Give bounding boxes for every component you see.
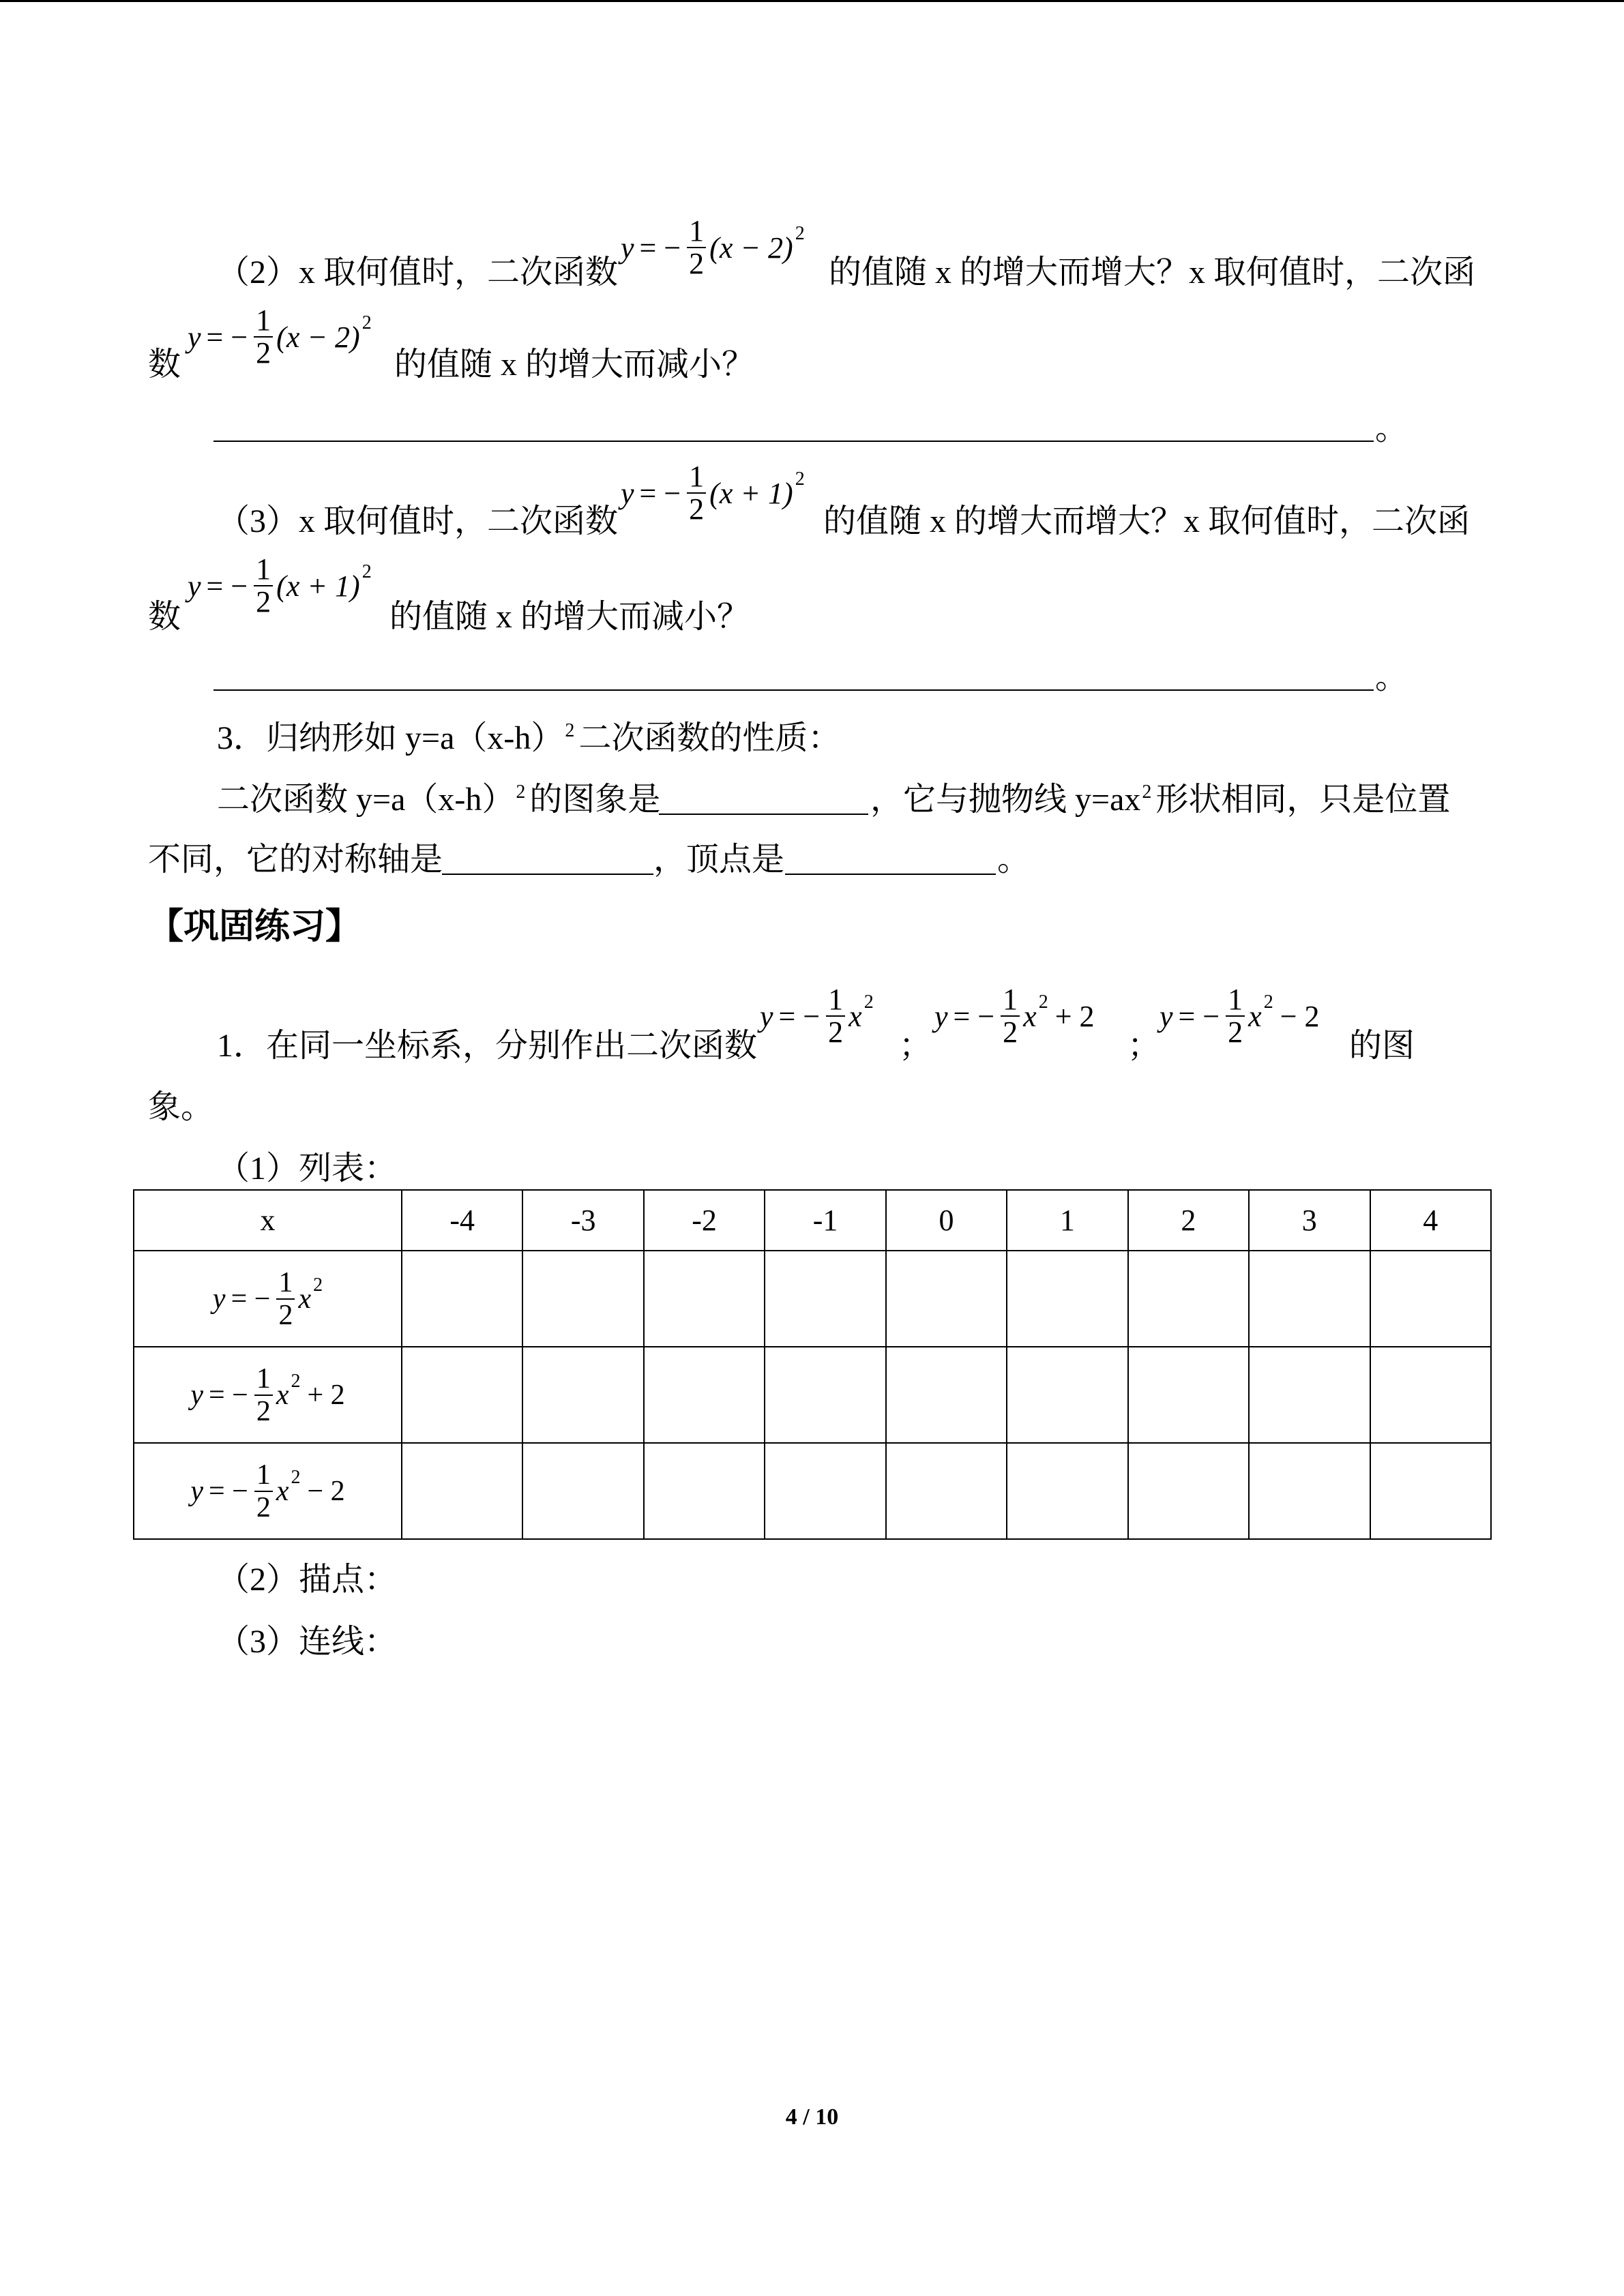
formula-body: (x − 2)	[709, 230, 793, 265]
table-header-x: x	[134, 1190, 402, 1251]
formula-op: = −	[206, 569, 248, 603]
page-number: 4 / 10	[785, 2104, 839, 2130]
practice-step1: （1）列表：	[217, 1150, 398, 1187]
summary-line2-mid: ，顶点是	[653, 841, 785, 878]
formula-op: = −	[639, 230, 681, 265]
formula-body: x	[276, 1475, 289, 1507]
table-cell-empty	[644, 1443, 765, 1539]
table-header-row	[134, 1190, 1491, 1251]
table-cell-empty	[402, 1347, 522, 1443]
practice-step3: （3）连线：	[217, 1624, 398, 1660]
formula-body: (x − 2)	[276, 320, 360, 354]
formula-fraction	[824, 984, 847, 1048]
formula-tail: + 2	[1054, 999, 1095, 1033]
practice-separator-1: ；	[899, 1028, 932, 1064]
q2-line2-prefix: 数	[148, 346, 181, 383]
formula-var: y	[621, 230, 634, 265]
formula-op: = −	[208, 1475, 248, 1507]
fraction-denominator: 2	[256, 1491, 271, 1523]
summary-line2-end: 。	[997, 841, 1031, 878]
fraction-denominator: 2	[278, 1299, 293, 1331]
summary-line1-sup2: 2	[1142, 781, 1152, 803]
formula-body: x	[1248, 999, 1262, 1033]
formula-var: y	[188, 569, 201, 603]
fraction-numerator: 1	[254, 305, 273, 338]
practice-q1-suffix: 的图	[1349, 1028, 1415, 1064]
summary-heading-after: 二次函数的性质：	[578, 720, 841, 756]
q2-line1-suffix: 的值随 x 的增大而增大？x 取何值时，二次函	[829, 254, 1476, 290]
q3-line1-prefix: （3）x 取何值时，二次函数	[217, 503, 619, 539]
table-cell-empty	[886, 1251, 1007, 1347]
summary-line1-after: ，它与抛物线 y=ax	[870, 781, 1141, 818]
table-cell-empty	[522, 1347, 643, 1443]
fraction-denominator: 2	[689, 247, 705, 280]
formula-op: = −	[639, 476, 681, 510]
table-header-value: 3	[1249, 1190, 1370, 1251]
formula-fraction	[685, 461, 708, 525]
formula-var: y	[1160, 999, 1173, 1033]
q3-answer-end: 。	[1375, 659, 1408, 696]
q3-formula-line1	[621, 461, 805, 525]
formula-op: = −	[208, 1379, 248, 1411]
values-table	[133, 1189, 1492, 1540]
formula-exponent: 2	[1263, 992, 1273, 1013]
formula-var: y	[212, 1283, 226, 1315]
fraction-denominator: 2	[256, 585, 271, 618]
summary-heading-sup: 2	[565, 720, 575, 741]
practice-formula-3	[1160, 984, 1320, 1048]
summary-heading-before: 3．归纳形如 y=a（x-h）	[217, 720, 564, 756]
formula-body: (x + 1)	[276, 569, 360, 603]
summary-line2-start: 不同，它的对称轴是	[148, 841, 443, 878]
row-formula-1	[213, 1267, 323, 1331]
fraction-denominator: 2	[689, 492, 705, 526]
table-cell-empty	[1007, 1251, 1127, 1347]
q3-line2-suffix: 的值随 x 的增大而减小？	[389, 599, 750, 635]
formula-var: y	[760, 999, 773, 1033]
q2-answer-end: 。	[1375, 411, 1408, 447]
practice-q1-line2: 象。	[148, 1089, 214, 1125]
formula-exponent: 2	[361, 312, 372, 333]
practice-step2: （2）描点：	[217, 1562, 398, 1598]
table-cell-empty	[1249, 1443, 1370, 1539]
fraction-numerator: 1	[254, 1459, 273, 1492]
formula-body: x	[298, 1283, 312, 1315]
table-row	[134, 1347, 1491, 1443]
table-cell-empty	[1370, 1251, 1492, 1347]
fraction-denominator: 2	[1228, 1015, 1243, 1049]
table-cell-empty	[1128, 1347, 1249, 1443]
table-cell-empty	[1370, 1443, 1492, 1539]
fraction-numerator: 1	[276, 1267, 295, 1300]
formula-var: y	[188, 320, 201, 354]
table-row-label	[134, 1347, 402, 1443]
table-cell-empty	[765, 1347, 885, 1443]
table-cell-empty	[1370, 1347, 1492, 1443]
table-cell-empty	[1007, 1443, 1127, 1539]
summary-line1-before: 二次函数 y=a（x-h）	[217, 781, 515, 818]
table-cell-empty	[1007, 1347, 1127, 1443]
vertex-blank	[785, 874, 996, 875]
table-cell-empty	[886, 1443, 1007, 1539]
fraction-numerator: 1	[1226, 984, 1245, 1017]
practice-separator-2: ；	[1127, 1028, 1161, 1064]
summary-line1-sup: 2	[516, 781, 526, 803]
formula-fraction	[252, 1459, 275, 1523]
formula-exponent: 2	[863, 992, 874, 1013]
formula-op: = −	[778, 999, 821, 1033]
table-row-label	[134, 1251, 402, 1347]
formula-fraction	[252, 305, 275, 369]
formula-var: y	[190, 1379, 203, 1411]
fraction-denominator: 2	[1003, 1015, 1018, 1049]
formula-exponent: 2	[795, 223, 805, 244]
table-header-value: 4	[1370, 1190, 1492, 1251]
table-cell-empty	[1128, 1251, 1249, 1347]
table-cell-empty	[644, 1251, 765, 1347]
formula-body: x	[1023, 999, 1037, 1033]
formula-exponent: 2	[291, 1370, 301, 1392]
q3-answer-blank	[213, 689, 1374, 691]
table-header-value: -4	[402, 1190, 522, 1251]
q2-line2-suffix: 的值随 x 的增大而减小？	[394, 346, 755, 383]
practice-q1-prefix: 1．在同一坐标系，分别作出二次函数	[217, 1028, 758, 1064]
fraction-numerator: 1	[826, 984, 845, 1017]
table-cell-empty	[402, 1251, 522, 1347]
formula-fraction	[274, 1267, 297, 1331]
fraction-numerator: 1	[254, 554, 273, 586]
formula-fraction	[252, 1363, 275, 1427]
table-header-value: -1	[765, 1190, 885, 1251]
summary-line1-end: 形状相同，只是位置	[1155, 781, 1451, 818]
summary-line1-part1	[217, 781, 660, 824]
formula-var: y	[621, 476, 634, 510]
formula-fraction	[999, 984, 1022, 1048]
formula-op: = −	[1178, 999, 1220, 1033]
fraction-denominator: 2	[828, 1015, 844, 1049]
summary-line1-mid: 的图象是	[529, 781, 661, 818]
q2-formula-line1	[621, 215, 805, 280]
table-cell-empty	[1249, 1251, 1370, 1347]
formula-op: = −	[206, 320, 248, 354]
formula-var: y	[934, 999, 948, 1033]
table-header-value: -3	[522, 1190, 643, 1251]
table-row	[134, 1443, 1491, 1539]
summary-heading	[217, 719, 840, 762]
q2-answer-blank	[213, 441, 1374, 442]
table-row	[134, 1251, 1491, 1347]
table-cell-empty	[522, 1251, 643, 1347]
fraction-numerator: 1	[1001, 984, 1020, 1017]
table-header-value: 0	[886, 1190, 1007, 1251]
q3-formula-line2	[188, 554, 372, 618]
fraction-numerator: 1	[687, 215, 706, 248]
row-formula-3	[190, 1459, 344, 1523]
formula-op: = −	[953, 999, 995, 1033]
practice-formula-1	[760, 984, 874, 1048]
q2-formula-line2	[188, 305, 372, 369]
practice-formula-2	[934, 984, 1095, 1048]
formula-tail: + 2	[307, 1379, 345, 1411]
axis-of-symmetry-blank	[442, 874, 653, 875]
table-header-value: 1	[1007, 1190, 1127, 1251]
formula-op: = −	[231, 1283, 271, 1315]
fraction-numerator: 1	[687, 461, 706, 494]
table-row-label	[134, 1443, 402, 1539]
q3-line2-prefix: 数	[148, 599, 181, 635]
formula-var: y	[190, 1475, 203, 1507]
formula-exponent: 2	[1038, 992, 1048, 1013]
table-cell-empty	[765, 1443, 885, 1539]
fraction-denominator: 2	[256, 1395, 271, 1427]
formula-tail: − 2	[307, 1475, 345, 1507]
formula-exponent: 2	[291, 1466, 301, 1488]
table-cell-empty	[765, 1251, 885, 1347]
table-cell-empty	[644, 1347, 765, 1443]
table-cell-empty	[402, 1443, 522, 1539]
formula-tail: − 2	[1280, 999, 1320, 1033]
table-cell-empty	[1128, 1443, 1249, 1539]
formula-fraction	[1224, 984, 1247, 1048]
fraction-numerator: 1	[254, 1363, 273, 1396]
summary-line1-part2	[870, 781, 1450, 824]
table-header-value: -2	[644, 1190, 765, 1251]
formula-body: (x + 1)	[709, 476, 793, 510]
q2-line1-prefix: （2）x 取何值时，二次函数	[217, 254, 619, 290]
formula-exponent: 2	[795, 468, 805, 490]
table-cell-empty	[522, 1443, 643, 1539]
practice-title: 【巩固练习】	[148, 908, 361, 946]
formula-exponent: 2	[361, 561, 372, 582]
formula-body: x	[848, 999, 862, 1033]
q3-line1-suffix: 的值随 x 的增大而增大？x 取何值时，二次函	[823, 503, 1471, 539]
fraction-denominator: 2	[256, 336, 271, 370]
formula-exponent: 2	[313, 1274, 323, 1296]
table-header-value: 2	[1128, 1190, 1249, 1251]
row-formula-2	[190, 1363, 344, 1427]
table-cell-empty	[1249, 1347, 1370, 1443]
formula-body: x	[276, 1379, 289, 1411]
formula-fraction	[252, 554, 275, 618]
formula-fraction	[685, 215, 708, 280]
table-cell-empty	[886, 1347, 1007, 1443]
graph-shape-blank	[659, 814, 868, 815]
